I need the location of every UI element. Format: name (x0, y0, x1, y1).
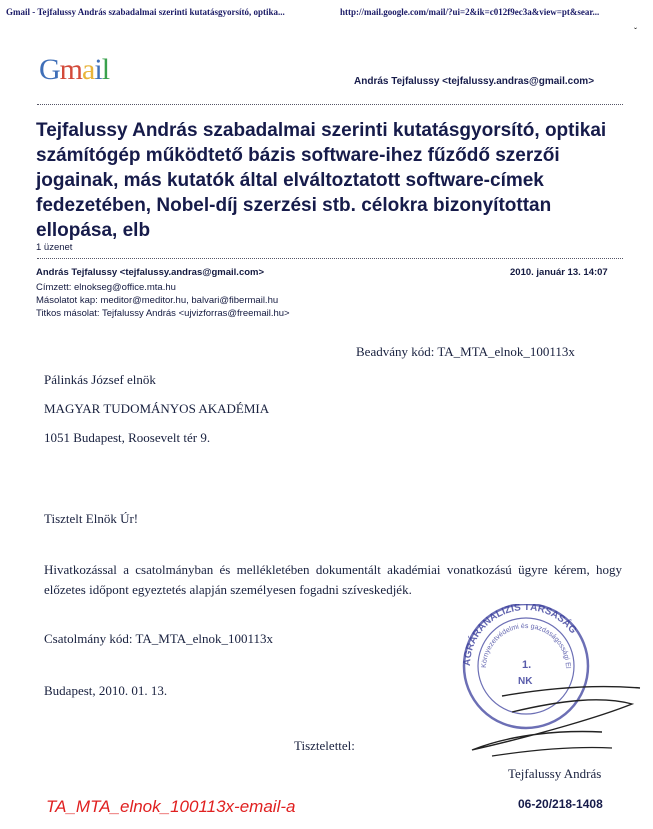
svg-text:1.: 1. (522, 659, 532, 671)
svg-text:Környezetvédelmi és gazdaságos: Környezetvédelmi és gazdaságossági El (480, 622, 572, 669)
attachment-code: Csatolmány kód: TA_MTA_elnok_100113x (44, 631, 274, 646)
closing: Tisztelettel: (294, 738, 355, 753)
recipient-organization: MAGYAR TUDOMÁNYOS AKADÉMIA (44, 401, 270, 416)
gmail-logo: Gmail (39, 53, 110, 86)
place-date: Budapest, 2010. 01. 13. (44, 683, 168, 698)
print-header-title: Gmail - Tejfalussy András szabadalmai szerinti kutatásgyorsító, optika... (6, 7, 285, 17)
subject-divider (37, 258, 623, 259)
signer-phone: 06-20/218-1408 (518, 797, 603, 811)
message-date: 2010. január 13. 14:07 (510, 267, 608, 278)
message-to: Címzett: elnokseg@office.mta.hu (36, 282, 176, 293)
message-bcc: Titkos másolat: Tejfalussy András <ujvizforras@freemail.hu> (36, 308, 290, 319)
filename-caption: TA_MTA_elnok_100113x-email-a (46, 797, 296, 816)
corner-mark: ˇ (634, 26, 637, 36)
recipient-address: 1051 Budapest, Roosevelt tér 9. (44, 430, 211, 445)
recipient-name: Pálinkás József elnök (44, 372, 156, 387)
print-header-url[interactable]: http://mail.google.com/mail/?ui=2&ik=c012f9ec3a&view=pt&sear... (340, 7, 600, 17)
email-subject: Tejfalussy András szabadalmai szerinti kutatásgyorsító, optikai számítógép működtető bázis software-ihez fűződő szerzői jogainak, más kutatók által elváltoztatott software-címek fedezetében, Nobel-díj szerzési stb. célokra bizonyítottan ellopása, elb (36, 120, 607, 241)
official-stamp (452, 604, 642, 789)
message-cc: Másolatot kap: meditor@meditor.hu, balvari@fibermail.hu (36, 295, 279, 306)
svg-text:NK: NK (518, 676, 533, 687)
header-divider (37, 104, 623, 105)
submission-code: Beadvány kód: TA_MTA_elnok_100113x (356, 344, 575, 359)
svg-text:AGRÁRANALIZIS TÁRSASÁG: AGRÁRANALIZIS TÁRSASÁG (461, 604, 579, 667)
salutation: Tisztelt Elnök Úr! (44, 511, 139, 526)
account-label: András Tejfalussy <tejfalussy.andras@gmail.com> (354, 76, 595, 87)
message-from: András Tejfalussy <tejfalussy.andras@gmail.com> (36, 267, 265, 278)
message-count: 1 üzenet (36, 242, 73, 253)
signer-name: Tejfalussy András (508, 766, 602, 781)
letter-body: Hivatkozással a csatolmányban és mellékletében dokumentált akadémiai vonatkozású ügyre kérem, hogy előzetes időpont egyeztetés alapján személyesen fogadni szíveskedjék. (44, 562, 622, 597)
